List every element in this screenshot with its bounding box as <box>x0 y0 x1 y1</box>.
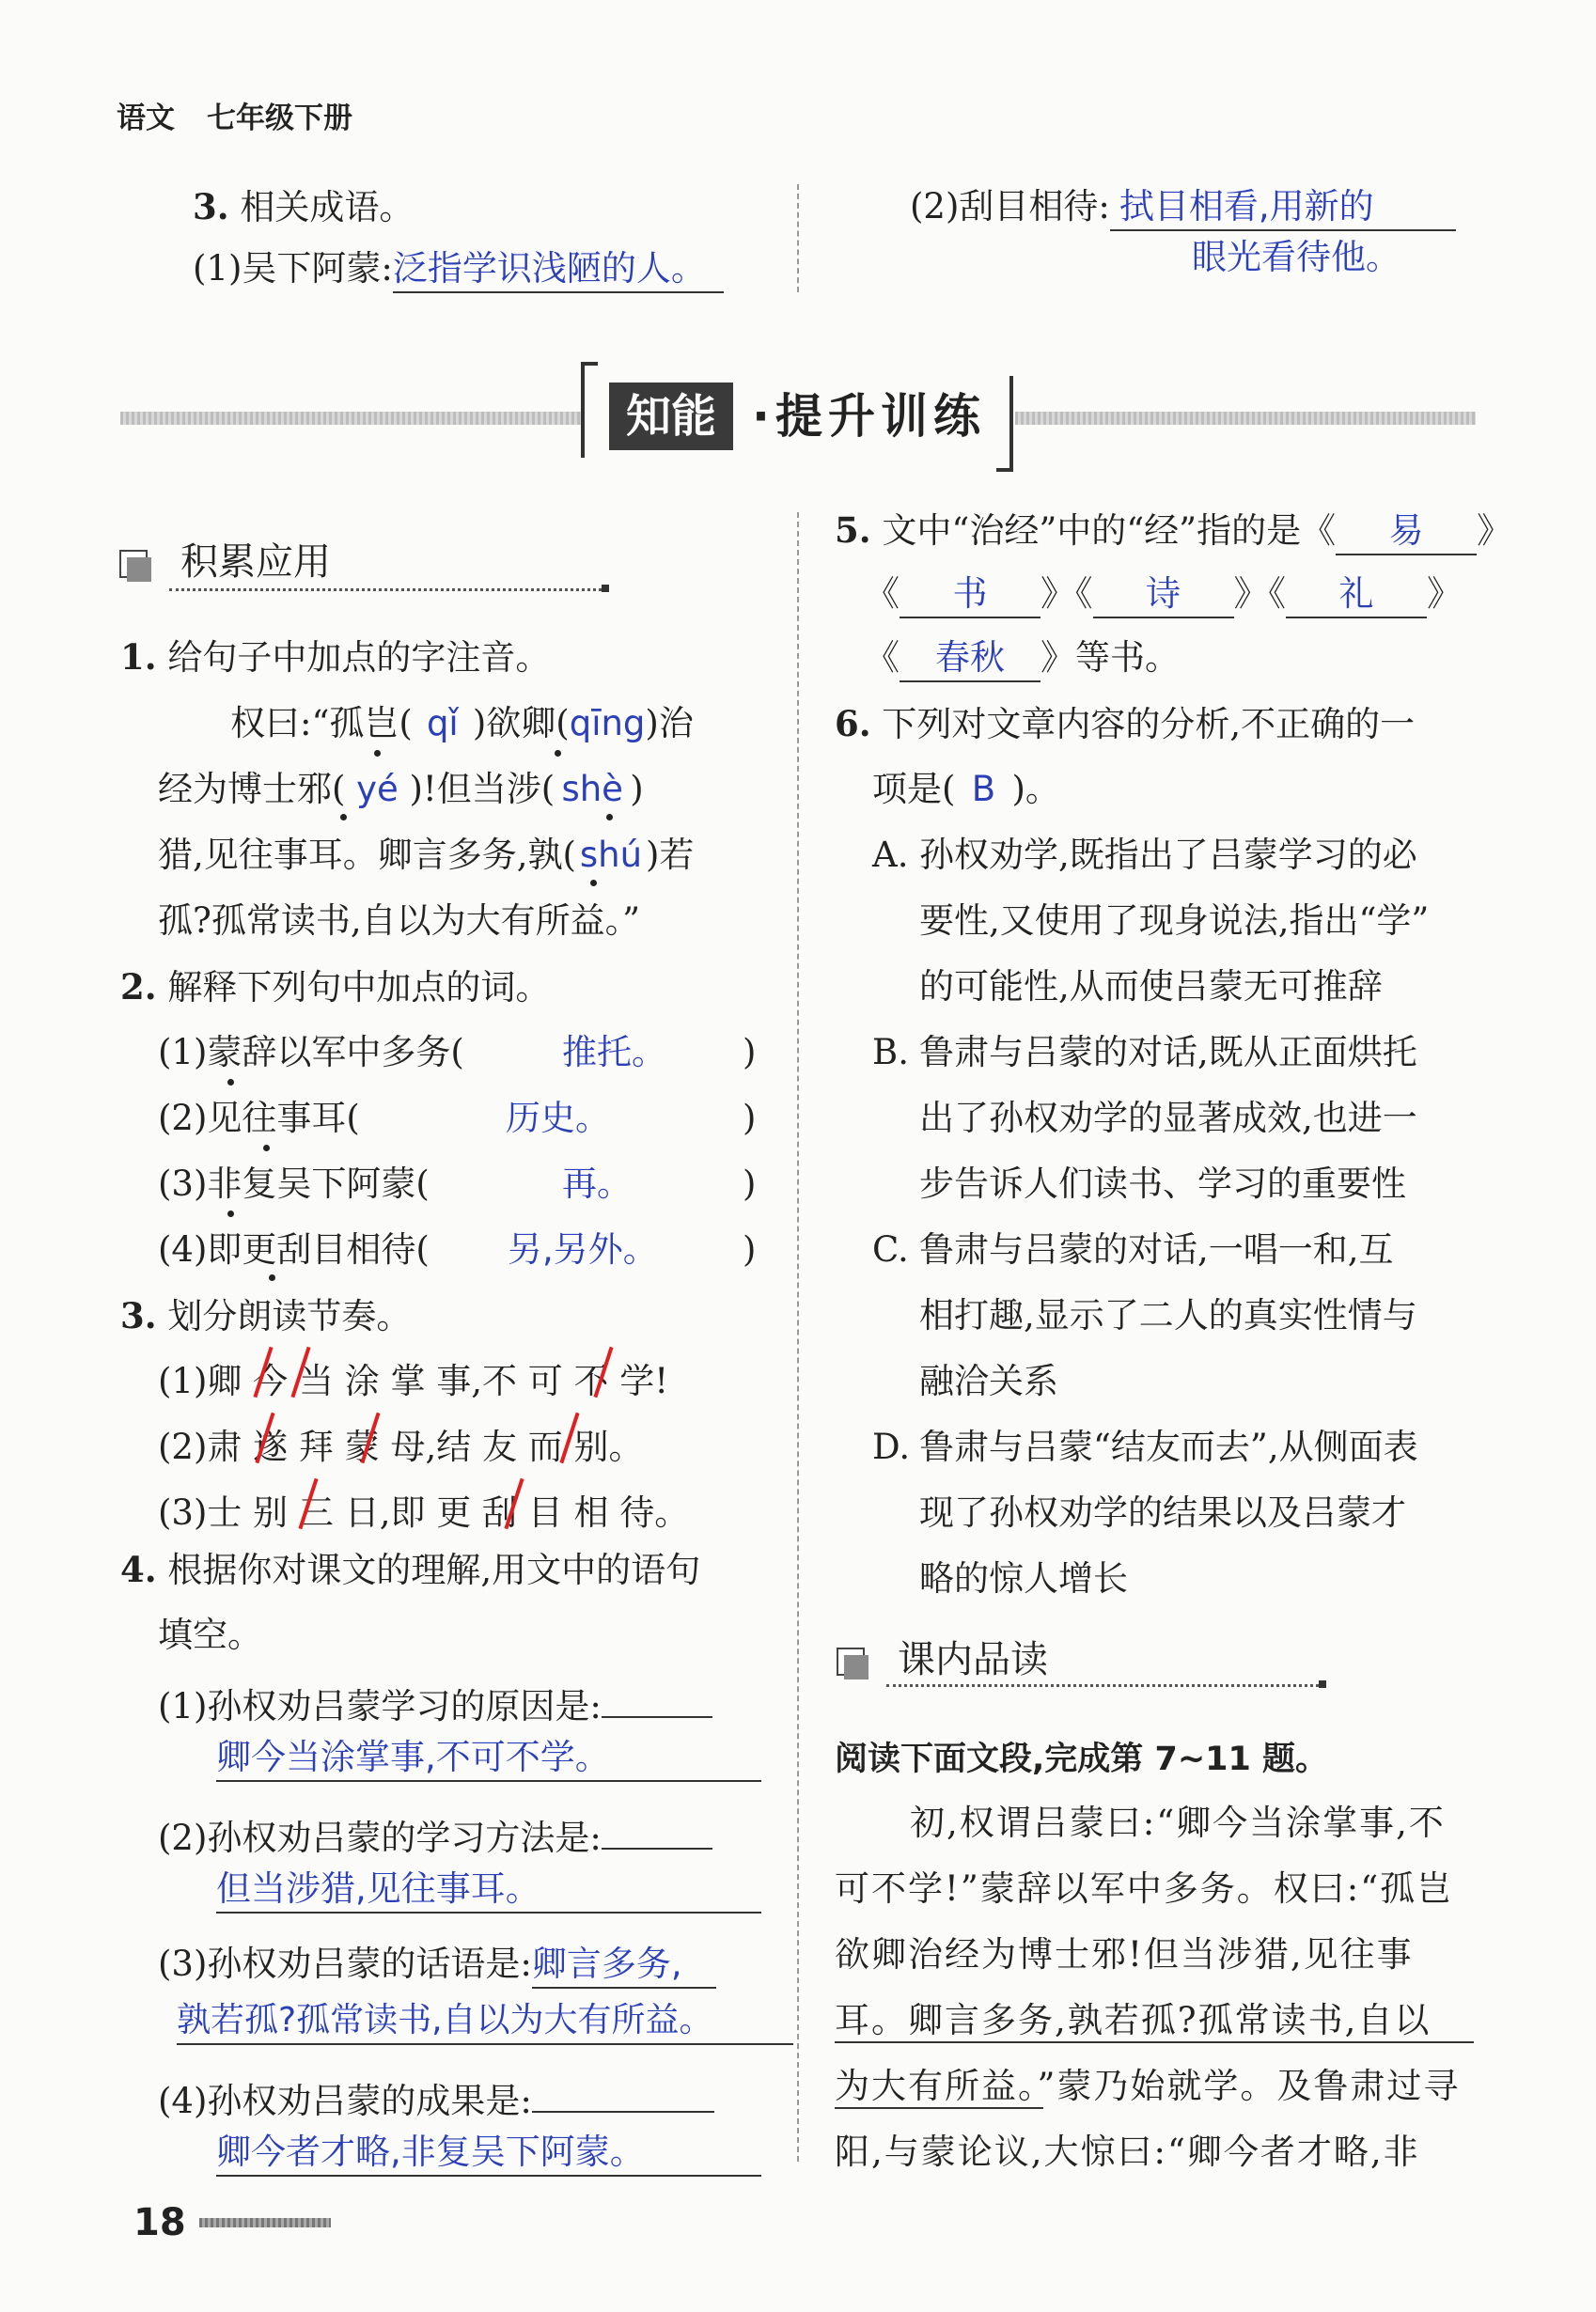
q2-close-3: ) <box>743 1164 757 1204</box>
reading-line: 可不学!”蒙辞以军中多务。权曰:“孤岂 <box>835 1868 1454 1909</box>
emphasis-dot <box>374 750 381 757</box>
q2-item-label: (2)见往事耳( <box>158 1098 360 1138</box>
q5-text: 》 <box>1427 573 1462 614</box>
q1-answer-4: shè <box>561 769 623 809</box>
q2-item-label: (4)即更刮目相待( <box>158 1229 430 1270</box>
footer-bar <box>199 2218 331 2227</box>
reading-line: 初,权谓吕蒙曰:“卿今当涂掌事,不 <box>910 1803 1446 1843</box>
q6-option-d-line: 现了孙权劝学的结果以及吕蒙才 <box>919 1492 1406 1533</box>
q6-option-a-line: 要性,又使用了现身说法,指出“学” <box>919 900 1430 941</box>
top-item3-num: 3. <box>193 186 229 227</box>
reading-line: 耳。卿言多务,孰若孤?孤常读书,自以 <box>835 2000 1432 2040</box>
section-title-reading: 课内品读 <box>898 1638 1048 1681</box>
q4-num: 4. <box>120 1549 157 1590</box>
q1-line4: 孤?孤常读书,自以为大有所益。” <box>158 900 641 941</box>
q4-answer-3-inline: 卿言多务, <box>532 1942 716 1989</box>
top-column-divider <box>797 184 799 292</box>
emphasis-dot <box>590 880 597 886</box>
emphasis-dot <box>340 814 347 820</box>
q1-line2 <box>158 767 644 812</box>
q6-stem-1 <box>835 701 1415 747</box>
answer-blank <box>602 1679 712 1718</box>
q2-answer-2: 历史。 <box>506 1098 610 1138</box>
q1-text-d: 经为博士邪( <box>158 769 346 809</box>
emphasis-dot <box>606 814 613 820</box>
q1-num: 1. <box>120 636 157 678</box>
q5-text: 》《 <box>1233 573 1286 614</box>
q6-option-c-line: 融洽关系 <box>919 1361 1058 1401</box>
q3-line-3: (3)士 别 三 日,即 更 刮 目 相 待。 <box>158 1492 690 1533</box>
q4-item-4 <box>158 2073 714 2124</box>
banner-bracket-right <box>996 376 1013 472</box>
q4-stem-1 <box>120 1547 700 1593</box>
q4-answer-3: 孰若孤?孤常读书,自以为大有所益。 <box>177 1998 793 2045</box>
section-icon <box>119 550 151 582</box>
q5-text: 》 <box>1477 510 1512 551</box>
q5-line3 <box>865 635 1180 682</box>
banner-badge: 知能 <box>609 383 733 450</box>
q6-option-a-key: A. <box>872 835 909 875</box>
q2-item-label: (3)非复吴下阿蒙( <box>158 1164 430 1204</box>
q6-text: 下列对文章内容的分析,不正确的一 <box>882 704 1416 744</box>
emphasis-dot <box>269 1274 275 1281</box>
q5-line2 <box>865 571 1462 618</box>
section-dotline <box>886 1684 1319 1687</box>
q5-text: 《 <box>865 637 900 678</box>
q6-option-c-line: 相打趣,显示了二人的真实性情与 <box>919 1295 1417 1336</box>
q5-answer-3: 诗 <box>1093 571 1234 618</box>
q4-stem-2: 填空。 <box>158 1615 262 1655</box>
q2-item-1 <box>158 1030 464 1075</box>
header-grade: 七年级下册 <box>207 102 352 135</box>
q2-item-3 <box>158 1162 430 1207</box>
header-subject: 语文 <box>117 102 175 135</box>
page-number: 18 <box>133 2201 186 2244</box>
q1-text-e: )!但当涉( <box>409 769 555 809</box>
q2-item-2 <box>158 1096 360 1141</box>
q1-text-f: ) <box>630 769 644 809</box>
q6-text: 项是( <box>872 769 956 809</box>
q5-num: 5. <box>835 509 871 551</box>
q2-num: 2. <box>120 966 157 1008</box>
q2-item-label: (1)蒙辞以军中多务( <box>158 1032 464 1072</box>
q1-line1 <box>230 701 694 746</box>
q6-option-b-line: 出了孙权劝学的显著成效,也进一 <box>919 1098 1417 1138</box>
q6-answer: B <box>971 769 996 809</box>
top-sub2-answer-1: 拭目相看,用新的 <box>1110 184 1456 231</box>
q4-text: 根据你对课文的理解,用文中的语句 <box>167 1550 701 1590</box>
q2-close-2: ) <box>743 1098 757 1138</box>
reading-line: 欲卿治经为博士邪!但当涉猎,见往事 <box>835 1934 1414 1975</box>
q4-item-1 <box>158 1679 712 1729</box>
q2-answer-1: 推托。 <box>562 1032 666 1072</box>
q4-item-label: (4)孙权劝吕蒙的成果是: <box>158 2081 532 2121</box>
q2-close-1: ) <box>743 1032 757 1072</box>
reading-underline <box>835 2041 1474 2043</box>
reading-line: 为大有所益。”蒙乃始就学。及鲁肃过寻 <box>835 2066 1461 2106</box>
q5-text: 》等书。 <box>1041 637 1180 678</box>
top-sub1-label: (1)吴下阿蒙: <box>193 248 393 289</box>
top-item3 <box>193 184 414 230</box>
q5-answer-2: 书 <box>900 571 1041 618</box>
banner-rule-right <box>1015 412 1476 425</box>
q6-option-d-line: 略的惊人增长 <box>919 1558 1128 1599</box>
top-sub2-label: (2)刮目相待: <box>910 186 1110 227</box>
banner-title: ·提升训练 <box>752 389 986 444</box>
q6-text: )。 <box>1011 769 1060 809</box>
q6-option-b-line: 步告诉人们读书、学习的重要性 <box>919 1164 1406 1204</box>
q1-text: 给句子中加点的字注音。 <box>167 637 551 678</box>
section-title-accumulate: 积累应用 <box>180 540 331 584</box>
q5-answer-4: 礼 <box>1286 571 1427 618</box>
q6-num: 6. <box>835 703 871 744</box>
reading-line: 阳,与蒙论议,大惊曰:“卿今者才略,非 <box>835 2132 1420 2172</box>
emphasis-dot <box>555 750 561 757</box>
top-sub2-answer-2: 眼光看待他。 <box>1192 237 1400 277</box>
q2-item-4 <box>158 1227 430 1273</box>
q4-answer-4: 卿今者才略,非复吴下阿蒙。 <box>216 2130 761 2177</box>
q5-text: 》《 <box>1041 573 1093 614</box>
q6-stem-2 <box>872 767 1060 812</box>
q1-answer-2: qīng <box>569 703 646 743</box>
q3-text: 划分朗读节奏。 <box>167 1296 412 1336</box>
q1-line3 <box>158 833 694 878</box>
q5-answer-1: 易 <box>1336 508 1477 555</box>
emphasis-dot <box>227 1079 234 1086</box>
q4-item-3 <box>158 1942 716 1989</box>
emphasis-dot <box>227 1211 234 1217</box>
q6-option-b-line: 鲁肃与吕蒙的对话,既从正面烘托 <box>919 1032 1417 1072</box>
q1-answer-3: yé <box>356 769 399 809</box>
q3-num: 3. <box>120 1295 157 1336</box>
reading-underline <box>835 2107 1043 2109</box>
q6-option-d-key: D. <box>872 1427 911 1467</box>
q5-answer-5: 春秋 <box>900 635 1041 682</box>
q6-option-c-line: 鲁肃与吕蒙的对话,一唱一和,互 <box>919 1229 1394 1270</box>
q4-answer-1: 卿今当涂掌事,不可不学。 <box>216 1735 761 1782</box>
q3-line-2: (2)肃 遂 拜 蒙 母,结 友 而 别。 <box>158 1427 644 1467</box>
q2-answer-4: 另,另外。 <box>508 1229 658 1270</box>
q1-text-h: )若 <box>645 835 695 875</box>
top-sub2 <box>910 184 1456 231</box>
q2-close-4: ) <box>743 1229 757 1270</box>
section-icon <box>837 1648 868 1679</box>
top-item3-label: 相关成语。 <box>240 187 415 227</box>
main-column-divider <box>797 512 799 2162</box>
q3-stem <box>120 1293 411 1339</box>
reading-instruction: 阅读下面文段,完成第 7~11 题。 <box>835 1741 1329 1778</box>
emphasis-dot <box>263 1145 270 1151</box>
q4-item-label: (3)孙权劝吕蒙的话语是: <box>158 1944 532 1984</box>
q1-text-b: )欲卿( <box>472 703 570 743</box>
q4-item-2 <box>158 1810 712 1861</box>
q6-option-b-key: B. <box>872 1032 909 1072</box>
banner-rule-left <box>120 412 581 425</box>
q1-stem <box>120 634 550 680</box>
q1-answer-1: qǐ <box>426 703 459 743</box>
q5-line1 <box>835 508 1511 555</box>
top-sub1 <box>193 246 724 293</box>
top-sub1-answer: 泛指学识浅陋的人。 <box>393 246 724 293</box>
q2-answer-3: 再。 <box>562 1164 632 1204</box>
q1-text-c: )治 <box>645 703 694 743</box>
q1-text-a: 权曰:“孤岂( <box>230 703 413 743</box>
q3-line-1: (1)卿 今 当 涂 掌 事,不 可 不 学! <box>158 1361 669 1401</box>
q1-text-g: 猎,见往事耳。卿言多务,孰( <box>158 835 576 875</box>
answer-blank <box>532 2073 714 2113</box>
q6-option-a-line: 的可能性,从而使吕蒙无可推辞 <box>919 966 1383 1007</box>
answer-blank <box>602 1810 712 1850</box>
q6-option-d-line: 鲁肃与吕蒙“结友而去”,从侧面表 <box>919 1427 1418 1467</box>
q4-item-label: (1)孙权劝吕蒙学习的原因是: <box>158 1686 602 1726</box>
q6-option-c-key: C. <box>872 1229 909 1270</box>
q2-text: 解释下列句中加点的词。 <box>167 967 551 1008</box>
q4-item-label: (2)孙权劝吕蒙的学习方法是: <box>158 1818 602 1858</box>
q2-stem <box>120 964 550 1010</box>
q1-answer-5: shú <box>579 835 643 875</box>
q5-text: 文中“治经”中的“经”指的是《 <box>882 510 1337 551</box>
q5-text: 《 <box>865 573 900 614</box>
section-dotline-end <box>602 585 609 592</box>
q4-answer-2: 但当涉猎,见往事耳。 <box>216 1867 761 1914</box>
section-dotline <box>169 588 602 591</box>
banner-bracket-left <box>581 362 598 458</box>
q6-option-a-line: 孙权劝学,既指出了吕蒙学习的必 <box>919 835 1417 875</box>
section-dotline-end <box>1319 1680 1326 1688</box>
